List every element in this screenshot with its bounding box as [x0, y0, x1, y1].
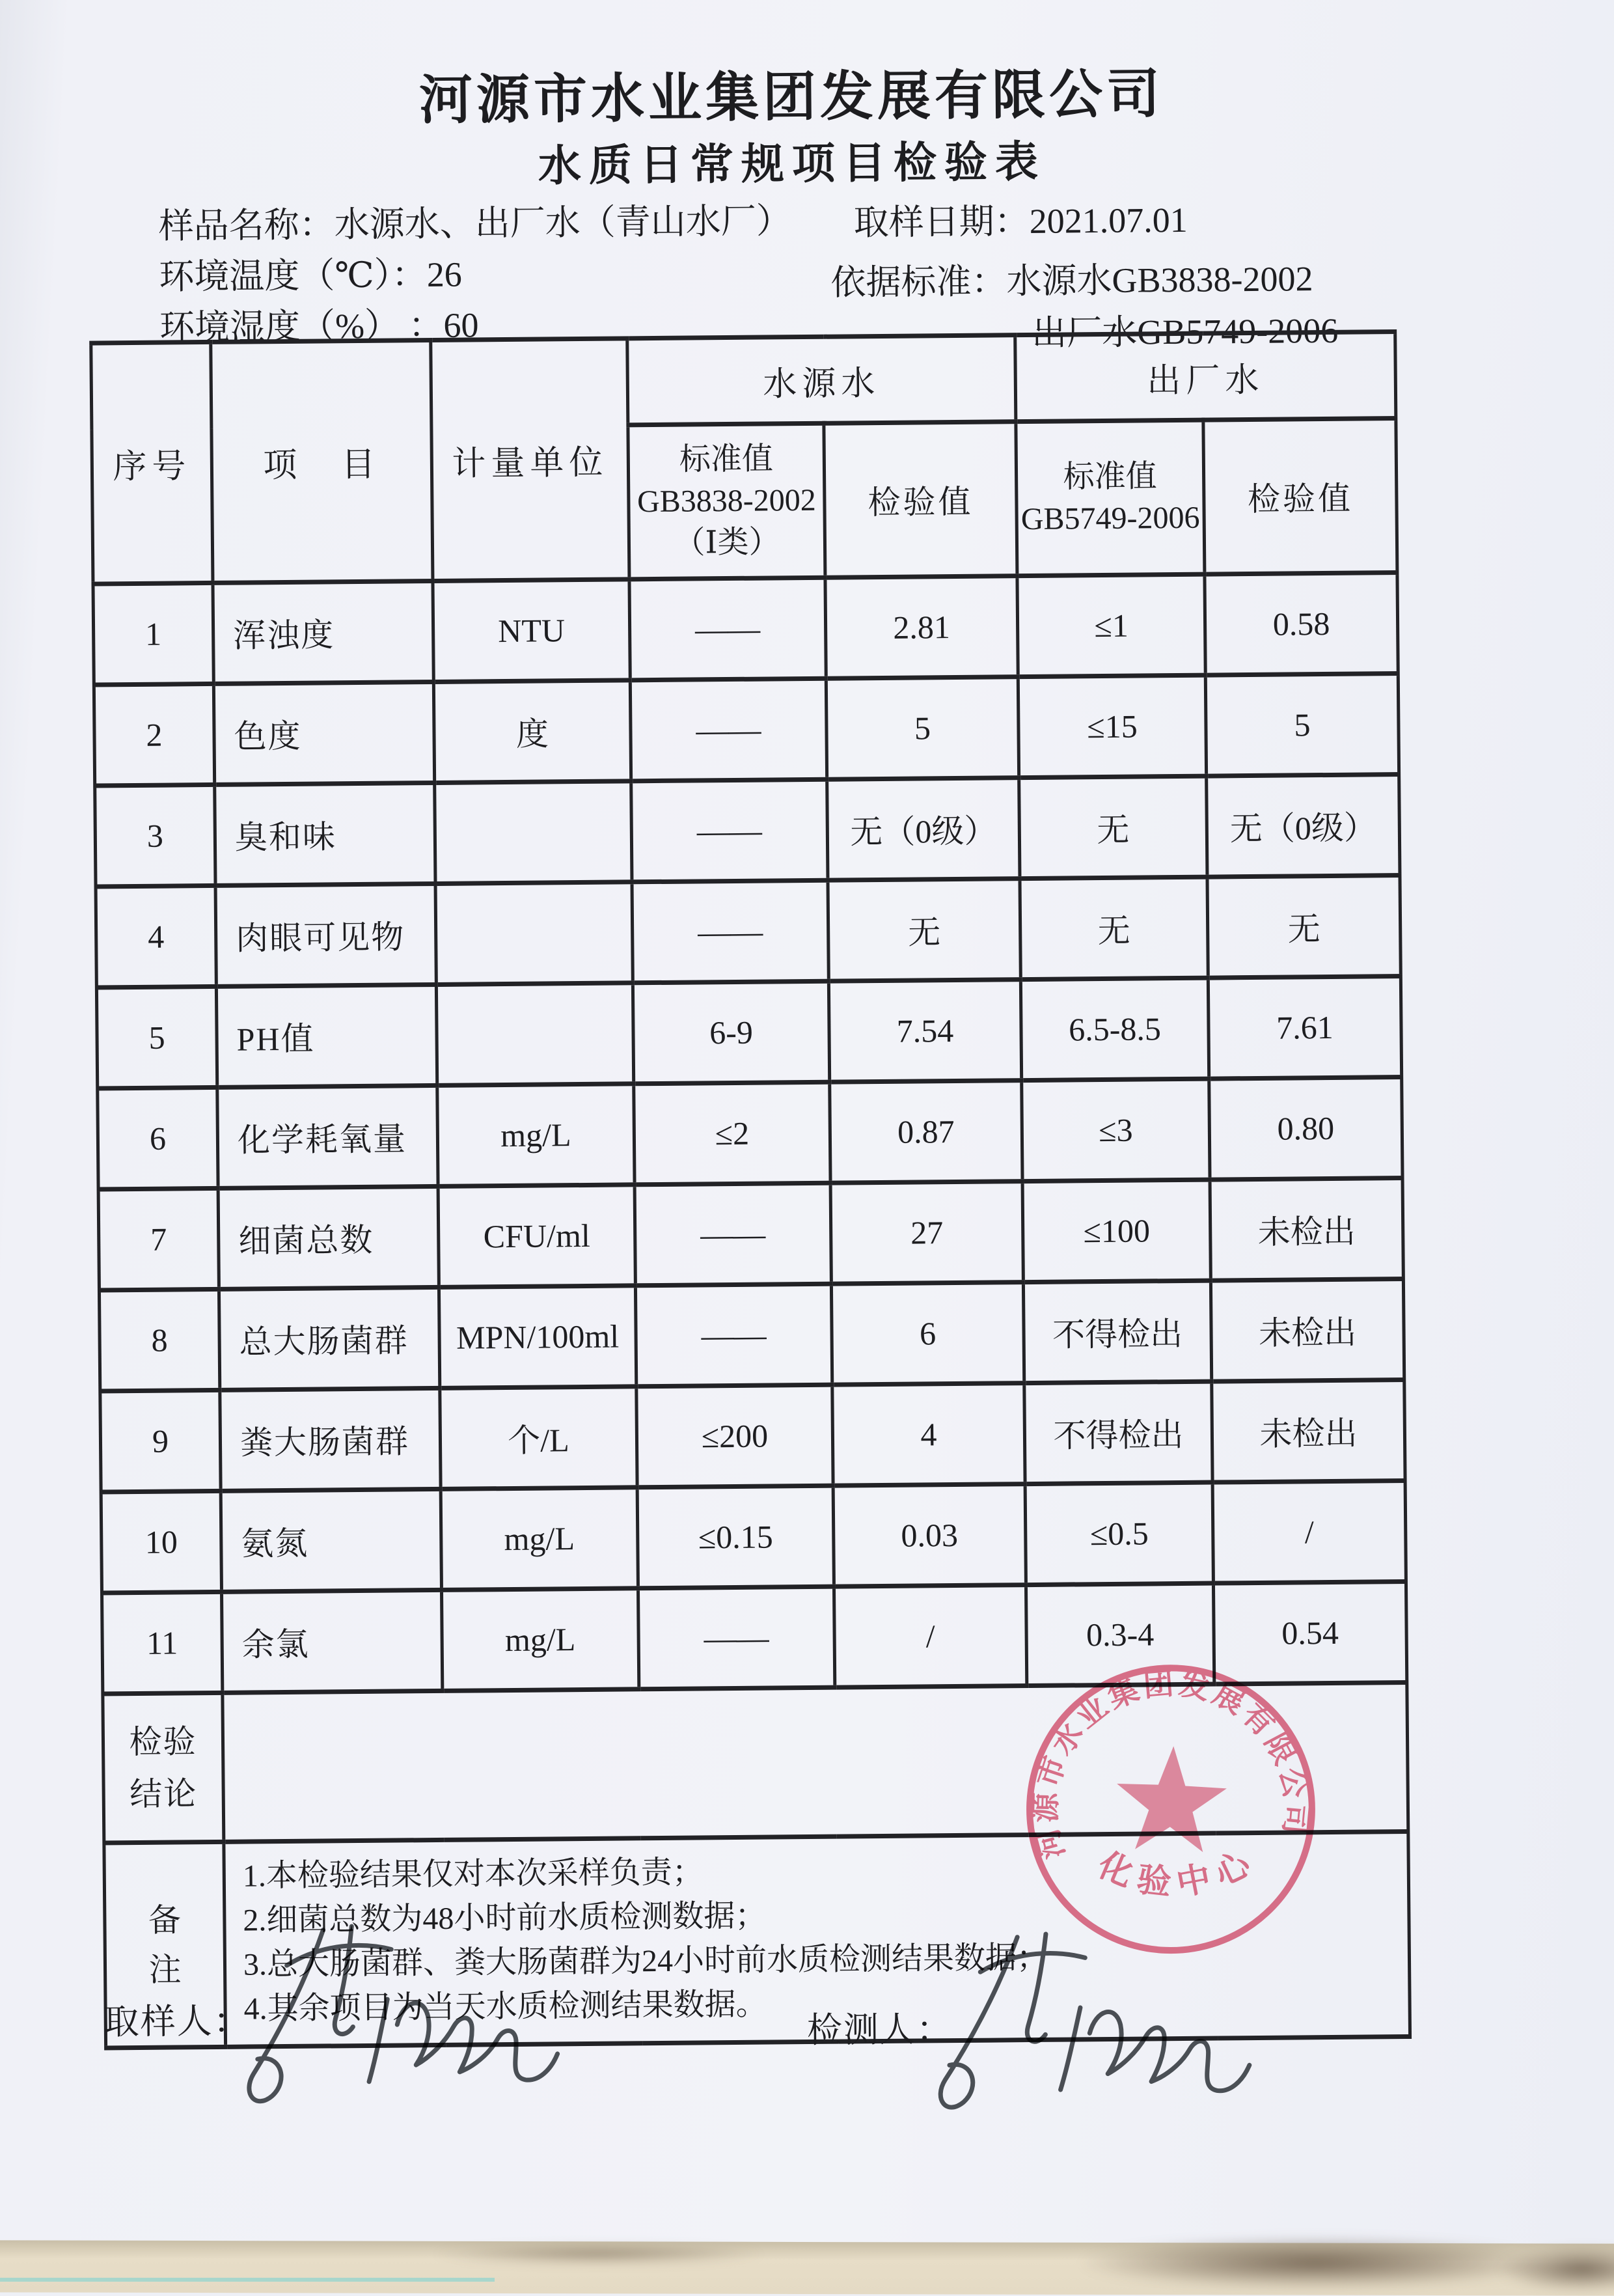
row-src-std: ——: [635, 1284, 832, 1387]
sampling-date-line: [853, 192, 1188, 245]
table-row: [101, 1480, 1406, 1592]
header-outlet-group: 出厂水: [1015, 332, 1396, 422]
table-row: [98, 1077, 1402, 1189]
row-item: 氨氮: [221, 1489, 441, 1592]
row-src-std: ≤2: [634, 1082, 830, 1185]
row-out-val: 未检出: [1210, 1279, 1404, 1382]
row-src-std: ——: [635, 1183, 831, 1286]
row-seq: 3: [95, 784, 215, 887]
row-out-std: 无: [1020, 877, 1208, 980]
group-header-row: [91, 332, 1396, 430]
row-item: PH值: [216, 984, 437, 1087]
remark-line: 3.总大肠菌群、粪大肠菌群为24小时前水质检测结果数据；: [243, 1940, 1048, 1982]
table-row: [100, 1380, 1405, 1492]
sampler-label: 取样人：: [103, 2001, 251, 2042]
row-item: 浑浊度: [213, 581, 433, 684]
row-out-val: 无: [1207, 876, 1401, 978]
row-seq: 11: [102, 1592, 223, 1694]
row-src-val: 6: [831, 1282, 1024, 1385]
remark-line: 1.本检验结果仅对本次采样负责；: [242, 1855, 704, 1894]
env-temp-label: 环境温度（℃）：: [159, 255, 428, 297]
table-row: [94, 674, 1399, 786]
row-src-std: ——: [630, 678, 827, 781]
company-seal: [1019, 1657, 1323, 1961]
row-out-val: 0.80: [1209, 1077, 1402, 1180]
row-out-val: 0.54: [1213, 1581, 1406, 1684]
row-unit: MPN/100ml: [439, 1286, 636, 1389]
row-src-std: 6-9: [633, 981, 829, 1084]
row-item: 细菌总数: [218, 1186, 439, 1289]
table-row: [95, 775, 1400, 887]
header-source-standard: 标准值 GB3838-2002 （Ⅰ类）: [628, 423, 825, 579]
scan-smudge: [430, 2245, 768, 2264]
row-out-std: ≤0.5: [1025, 1482, 1213, 1585]
header-source-value: 检验值: [824, 422, 1017, 578]
row-item: 肉眼可见物: [215, 883, 436, 986]
row-unit: mg/L: [441, 1487, 638, 1590]
row-seq: 9: [100, 1390, 221, 1492]
row-out-val: 未检出: [1210, 1178, 1403, 1281]
sample-name-label: 样品名称：: [158, 205, 335, 246]
sample-name-line: [158, 193, 791, 248]
row-out-std: 0.3-4: [1026, 1583, 1214, 1686]
row-item: 化学耗氧量: [217, 1085, 438, 1188]
env-humidity-label: 环境湿度（%） ：: [159, 305, 444, 348]
scan-smudge: [1080, 2237, 1549, 2289]
seal-star-icon: [1114, 1744, 1229, 1853]
header-source-group: 水源水: [627, 335, 1016, 425]
row-src-std: ≤200: [636, 1385, 833, 1487]
header-unit: 计量单位: [431, 339, 629, 581]
row-src-std: ——: [629, 577, 826, 680]
page-subtitle: 水质日常规项目检验表: [538, 138, 1046, 191]
env-temp-value: 26: [426, 255, 463, 295]
tester-label: 检测人：: [806, 2010, 953, 2051]
row-unit: [435, 882, 633, 985]
row-unit: 个/L: [440, 1387, 637, 1489]
row-item: 粪大肠菌群: [220, 1388, 441, 1491]
row-unit: [436, 983, 633, 1086]
row-src-std: ——: [638, 1586, 834, 1689]
row-out-val: 0.58: [1205, 573, 1398, 676]
row-out-std: 不得检出: [1023, 1280, 1211, 1383]
header-outlet-value: 检验值: [1203, 419, 1397, 575]
row-out-std: ≤15: [1018, 675, 1206, 778]
row-src-val: 无: [828, 879, 1020, 982]
env-temp-line: [159, 247, 462, 299]
row-seq: 10: [101, 1491, 221, 1593]
row-src-val: 4: [832, 1383, 1025, 1486]
row-unit: 度: [433, 680, 631, 783]
sampling-date-label: 取样日期：: [853, 201, 1030, 243]
row-src-val: 2.81: [825, 576, 1018, 679]
row-src-val: 无（0级）: [827, 778, 1020, 881]
table-row: [96, 976, 1401, 1088]
standard-label: 依据标准：: [830, 262, 1007, 303]
table-row: [93, 573, 1398, 685]
header-outlet-standard: 标准值 GB5749-2006: [1016, 420, 1205, 576]
row-src-val: 0.03: [833, 1484, 1026, 1587]
row-seq: 1: [93, 583, 213, 685]
row-out-std: 无: [1019, 776, 1207, 879]
row-item: 总大肠菌群: [219, 1287, 439, 1390]
row-out-val: 未检出: [1212, 1380, 1405, 1483]
row-unit: mg/L: [441, 1588, 638, 1691]
row-seq: 6: [98, 1087, 218, 1189]
standard-source-value: 水源水GB3838-2002: [1006, 259, 1313, 301]
row-src-val: /: [834, 1585, 1026, 1688]
header-seq: 序号: [91, 342, 213, 584]
env-humidity-value: 60: [443, 305, 479, 345]
row-out-val: 无（0级）: [1207, 775, 1400, 878]
table-row: [96, 876, 1401, 988]
standard-outlet-value: 出厂水GB5749-2006: [1031, 311, 1339, 353]
row-unit: CFU/ml: [438, 1185, 635, 1288]
row-src-std: ——: [631, 779, 828, 882]
scan-edge-artifact: [0, 2278, 495, 2282]
remark-line: 2.细菌总数为48小时前水质检测数据；: [243, 1898, 767, 1938]
table-row: [99, 1279, 1404, 1391]
row-src-std: ≤0.15: [637, 1486, 834, 1588]
row-seq: 8: [99, 1289, 219, 1391]
seal-center-text: 化验中心: [1092, 1841, 1265, 1903]
row-seq: 5: [96, 986, 217, 1088]
conclusion-label: 检验 结论: [103, 1693, 224, 1843]
sampling-date-value: 2021.07.01: [1029, 200, 1188, 241]
row-src-val: 0.87: [830, 1081, 1022, 1183]
sample-name-value: 水源水、出厂水（青山水厂）: [334, 201, 791, 245]
remarks-label: 备 注: [104, 1842, 226, 2048]
row-out-std: 不得检出: [1024, 1381, 1212, 1484]
row-src-val: 7.54: [828, 980, 1021, 1083]
row-src-val: 5: [826, 677, 1019, 780]
row-out-val: 5: [1205, 674, 1399, 777]
row-unit: [435, 781, 632, 884]
row-out-std: 6.5-8.5: [1020, 978, 1209, 1081]
row-out-std: ≤100: [1022, 1180, 1210, 1282]
row-item: 色度: [213, 682, 434, 784]
page-title: 河源市水业集团发展有限公司: [418, 64, 1164, 131]
row-out-std: ≤1: [1017, 574, 1205, 677]
row-out-std: ≤3: [1022, 1079, 1210, 1182]
row-unit: NTU: [433, 579, 630, 682]
table-row: [98, 1178, 1403, 1290]
row-seq: 2: [94, 684, 214, 786]
seal-company-text: 河源市水业集团发展有限公司: [1029, 1667, 1313, 1862]
row-seq: 4: [96, 885, 216, 988]
row-out-val: /: [1212, 1480, 1406, 1583]
row-unit: mg/L: [437, 1084, 635, 1187]
remark-line: 4.其余项目为当天水质检测结果数据。: [243, 1987, 767, 2026]
signature-sampler: [181, 1915, 586, 2126]
row-item: 余氯: [222, 1590, 443, 1693]
row-out-val: 7.61: [1208, 976, 1401, 1079]
row-src-val: 27: [830, 1182, 1023, 1284]
standard-line: [830, 251, 1313, 305]
header-item: 项 目: [211, 340, 433, 583]
row-src-std: ——: [632, 880, 828, 983]
row-seq: 7: [98, 1188, 219, 1290]
row-item: 臭和味: [215, 782, 435, 885]
